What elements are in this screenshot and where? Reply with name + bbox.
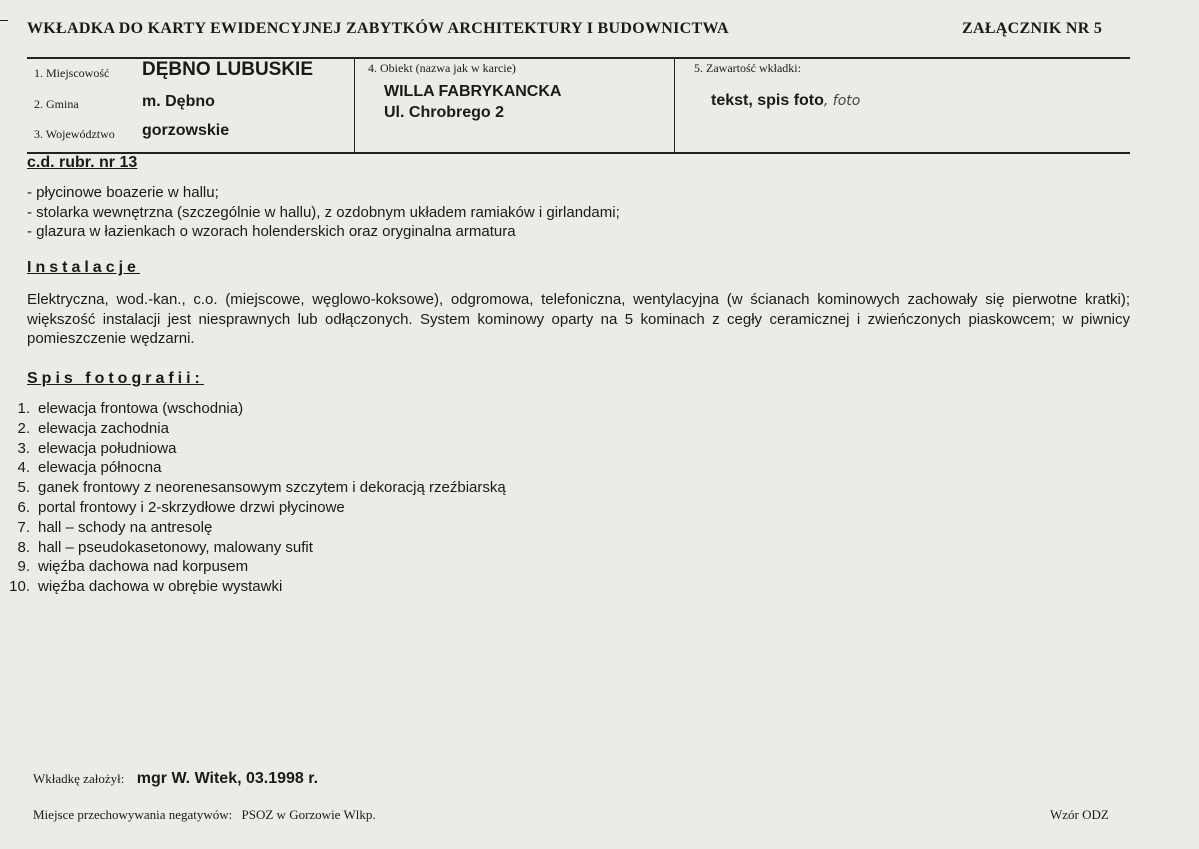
form-divider-2 — [674, 58, 675, 152]
list-item: 3. elewacja południowa — [17, 439, 177, 457]
field-5-handwritten-note: , foto — [823, 93, 861, 109]
field-4-value-line1: WILLA FABRYKANCKA — [384, 83, 562, 100]
storage-label: Miejsce przechowywania negatywów: — [33, 807, 233, 822]
bullet-list — [27, 183, 620, 242]
field-5-label: 5. Zawartość wkładki: — [694, 61, 801, 75]
author-label: Wkładkę założył: — [33, 771, 125, 786]
field-5-content — [711, 92, 860, 110]
author-value: mgr W. Witek, 03.1998 r. — [136, 770, 319, 787]
field-3-value: gorzowskie — [142, 122, 230, 139]
field-2-label: 2. Gmina — [34, 97, 79, 111]
field-2-value: m. Dębno — [142, 93, 215, 110]
installations-heading: Instalacje — [27, 259, 140, 276]
list-item: 10. więźba dachowa w obrębie wystawki — [9, 578, 283, 596]
field-5-value: tekst, spis foto — [711, 92, 824, 109]
margin-tick — [0, 20, 8, 21]
form-template-label: Wzór ODZ — [1050, 807, 1109, 822]
form-bottom-border — [27, 152, 1130, 154]
list-item: 6. portal frontowy i 2-skrzydłowe drzwi płycinowe — [17, 498, 345, 516]
list-item: 2. elewacja zachodnia — [17, 419, 169, 437]
bullet-item: - płycinowe boazerie w hallu; — [27, 184, 219, 201]
annex-number: ZAŁĄCZNIK NR 5 — [962, 20, 1103, 37]
author-line — [33, 770, 318, 788]
field-1-label: 1. Miejscowość — [34, 66, 110, 80]
field-4-label: 4. Obiekt (nazwa jak w karcie) — [368, 61, 516, 75]
storage-line — [33, 807, 376, 823]
bullet-item: - glazura w łazienkach o wzorach holenderskich oraz oryginalna armatura — [27, 223, 516, 240]
photo-list — [0, 399, 506, 597]
list-item: 4. elewacja północna — [17, 459, 162, 477]
list-item: 5. ganek frontowy z neorenesansowym szczytem i dekoracją rzeźbiarską — [17, 479, 506, 497]
storage-value: PSOZ w Gorzowie Wlkp. — [241, 807, 376, 822]
installations-text: Elektryczna, wod.-kan., c.o. (miejscowe, węglowo-koksowe), odgromowa, telefoniczna, wentylacyjna (w ścianach kominowych zachowały się pierwotne kratki); większość instalacji jest niesprawnych lub odłączonych. System kominowy oparty na 5 kominach z cegły ceramicznej i zwieńczonych piaskowcem; w piwnicy pomieszczenie wędzarni. — [27, 291, 1130, 347]
list-item: 1. elewacja frontowa (wschodnia) — [17, 400, 244, 417]
document-title: WKŁADKA DO KARTY EWIDENCYJNEJ ZABYTKÓW ARCHITEKTURY I BUDOWNICTWA — [27, 20, 729, 37]
photos-heading: Spis fotografii: — [27, 370, 204, 387]
list-item: 8. hall – pseudokasetonowy, malowany sufit — [17, 538, 313, 556]
form-divider-1 — [354, 58, 355, 152]
list-item: 7. hall – schody na antresolę — [17, 518, 213, 536]
field-1-value: DĘBNO LUBUSKIE — [142, 59, 314, 80]
field-4-value-line2: Ul. Chrobrego 2 — [384, 104, 505, 121]
list-item: 9. więźba dachowa nad korpusem — [17, 558, 249, 576]
field-3-label: 3. Województwo — [34, 127, 115, 141]
continuation-label: c.d. rubr. nr 13 — [27, 154, 138, 171]
bullet-item: - stolarka wewnętrzna (szczególnie w hallu), z ozdobnym układem ramiaków i girlandami; — [27, 203, 620, 221]
